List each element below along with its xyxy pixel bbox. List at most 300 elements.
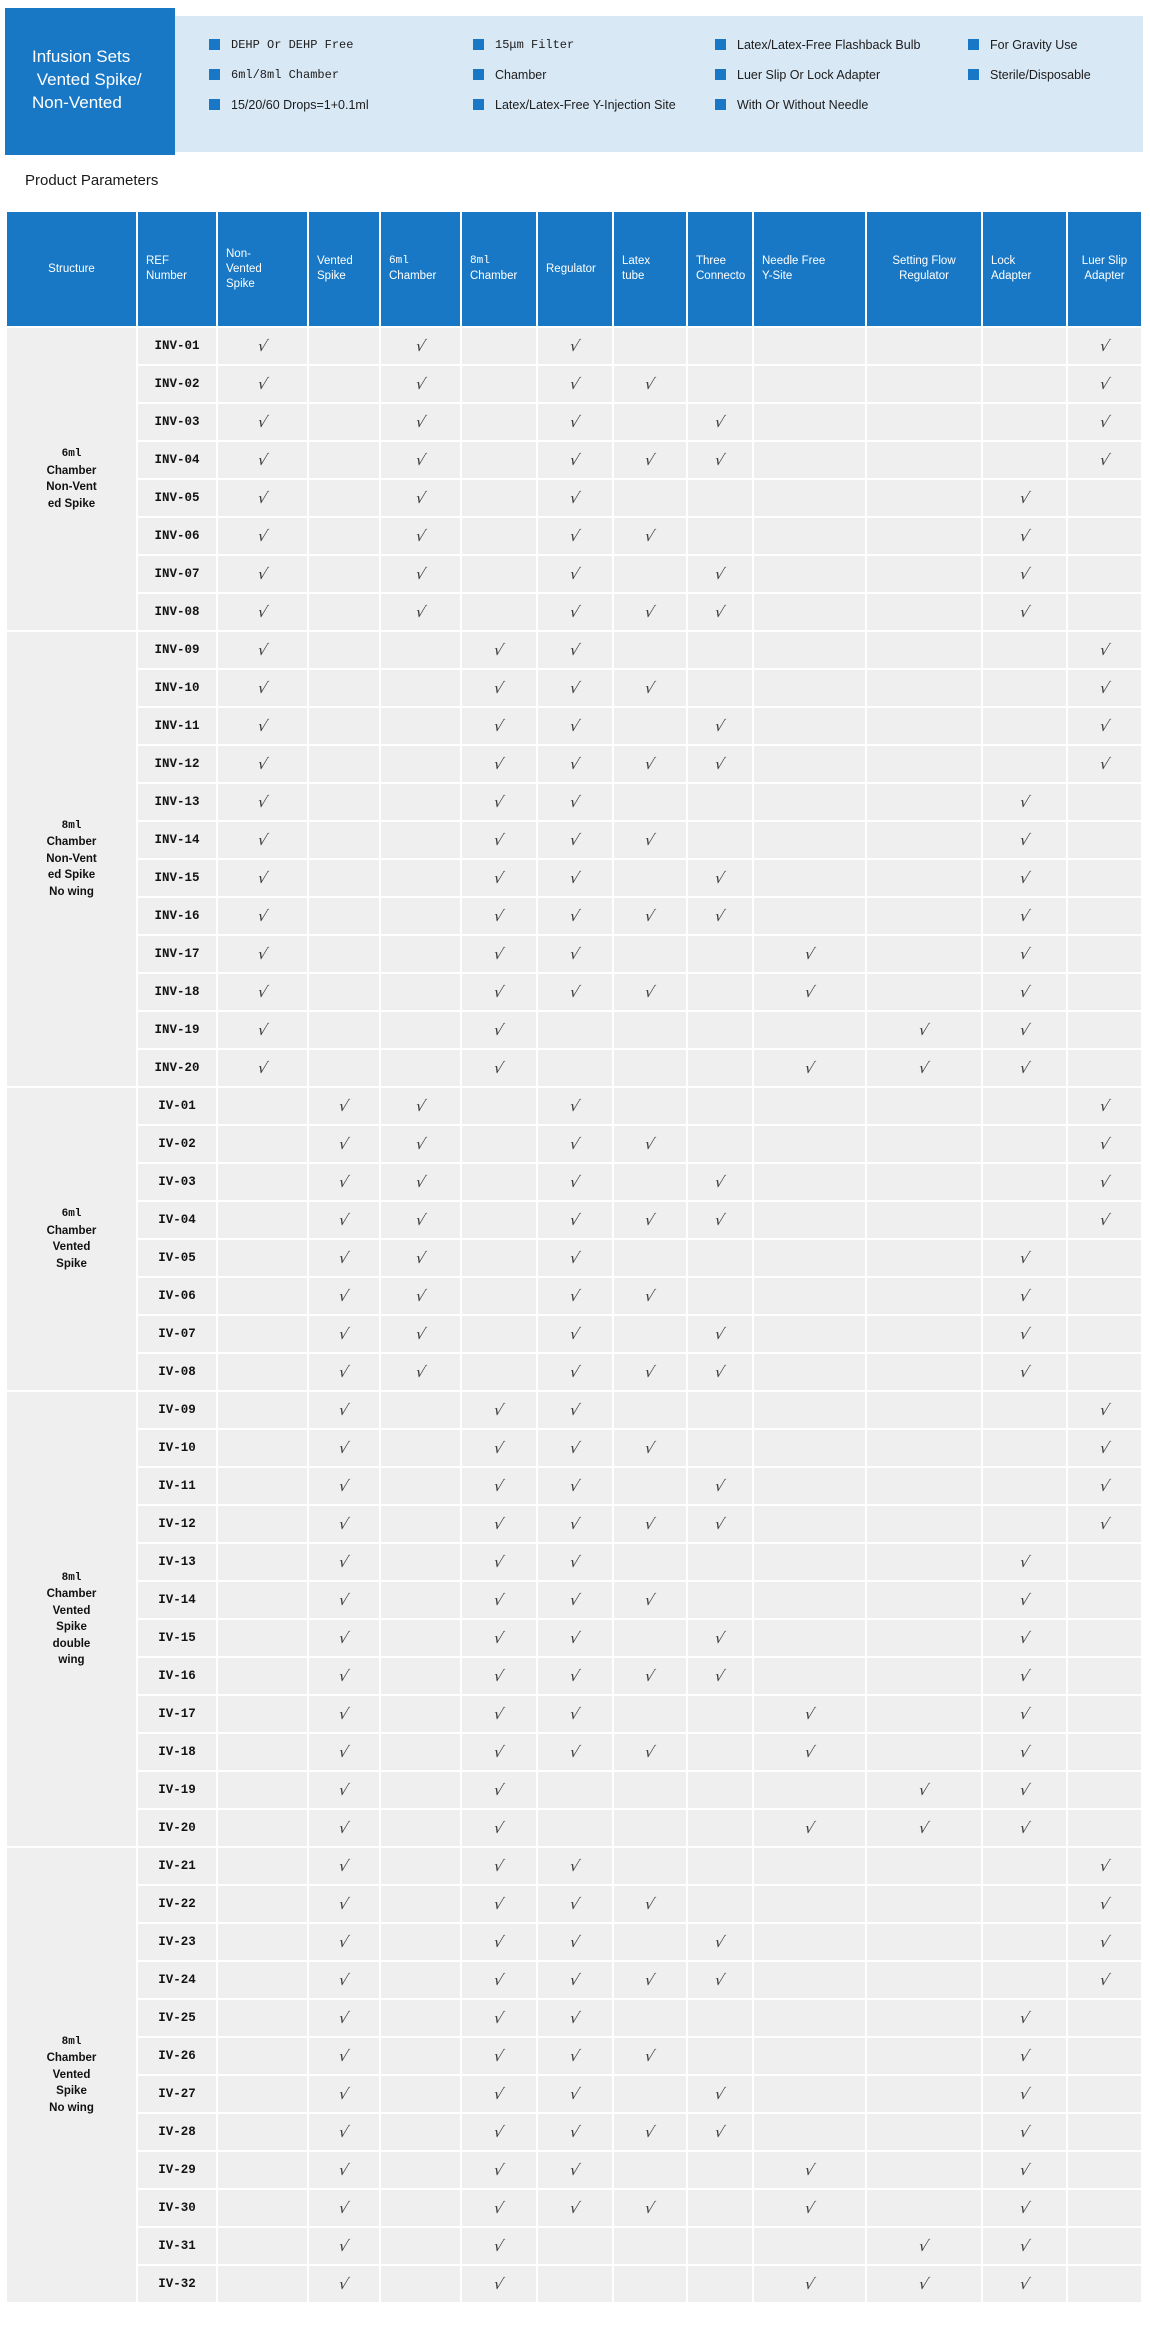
check-mark: √ [337, 1400, 351, 1419]
feature-label: Latex/Latex-Free Flashback Bulb [737, 37, 921, 52]
check-cell-three-connecto [688, 1012, 752, 1048]
check-mark: √ [1017, 906, 1032, 925]
check-cell-chamber-6ml [381, 1012, 460, 1048]
check-cell-luer-slip-adapter [1068, 556, 1141, 592]
check-mark: √ [568, 1476, 582, 1495]
check-mark: √ [1017, 1286, 1032, 1305]
check-cell-non-vented-spike [218, 1506, 307, 1542]
table-row [7, 1886, 1141, 1922]
check-cell-needle-free-y-site [754, 2076, 865, 2112]
table-row [7, 2152, 1141, 2188]
check-cell-luer-slip-adapter [1068, 1468, 1141, 1504]
check-cell-setting-flow-regulator [867, 1620, 981, 1656]
check-mark: √ [568, 678, 582, 697]
check-cell-non-vented-spike [218, 1164, 307, 1200]
check-cell-chamber-8ml [462, 518, 536, 554]
check-mark: √ [255, 564, 270, 583]
check-cell-setting-flow-regulator [867, 1126, 981, 1162]
check-mark: √ [492, 1780, 506, 1799]
check-cell-lock-adapter [983, 822, 1066, 858]
check-cell-lock-adapter [983, 1012, 1066, 1048]
check-mark: √ [492, 1058, 506, 1077]
check-cell-vented-spike [309, 2190, 379, 2226]
structure-line: Spike [56, 1621, 87, 1633]
check-cell-regulator [538, 1278, 612, 1314]
table-row [7, 746, 1141, 782]
check-cell-needle-free-y-site [754, 1126, 865, 1162]
feature-item [715, 36, 920, 53]
check-mark: √ [337, 1704, 351, 1723]
feature-label: Latex/Latex-Free Y-Injection Site [495, 97, 676, 112]
table-row [7, 1278, 1141, 1314]
check-mark: √ [1097, 1856, 1112, 1875]
table-row [7, 1202, 1141, 1238]
ref-cell: INV-16 [138, 898, 216, 934]
check-mark: √ [255, 336, 270, 355]
check-cell-needle-free-y-site [754, 1164, 865, 1200]
check-cell-regulator [538, 404, 612, 440]
check-cell-luer-slip-adapter [1068, 2152, 1141, 2188]
check-mark: √ [413, 1248, 428, 1267]
check-mark: √ [713, 1476, 727, 1495]
check-cell-chamber-6ml [381, 1848, 460, 1884]
check-cell-needle-free-y-site [754, 784, 865, 820]
product-title-line: Infusion Sets [32, 47, 131, 66]
check-cell-luer-slip-adapter [1068, 1354, 1141, 1390]
check-cell-chamber-6ml [381, 1658, 460, 1694]
check-mark: √ [568, 1932, 582, 1951]
structure-line: Vented [52, 1241, 91, 1253]
check-cell-luer-slip-adapter [1068, 1696, 1141, 1732]
check-cell-vented-spike [309, 2076, 379, 2112]
check-mark: √ [568, 1248, 582, 1267]
check-cell-luer-slip-adapter [1068, 1506, 1141, 1542]
bullet-square-icon [473, 39, 484, 50]
ref-cell: IV-10 [138, 1430, 216, 1466]
check-cell-luer-slip-adapter [1068, 1164, 1141, 1200]
check-cell-three-connecto [688, 1772, 752, 1808]
check-cell-chamber-8ml [462, 2000, 536, 2036]
check-cell-three-connecto [688, 366, 752, 402]
check-mark: √ [568, 868, 582, 887]
col-header-three-connecto [688, 212, 752, 326]
ref-cell: INV-10 [138, 670, 216, 706]
ref-cell: IV-20 [138, 1810, 216, 1846]
check-cell-chamber-8ml [462, 1544, 536, 1580]
check-mark: √ [643, 602, 657, 621]
check-cell-vented-spike [309, 366, 379, 402]
check-mark: √ [1017, 1248, 1032, 1267]
check-mark: √ [568, 1704, 582, 1723]
check-cell-three-connecto [688, 822, 752, 858]
check-cell-chamber-8ml [462, 1582, 536, 1618]
check-mark: √ [568, 2046, 582, 2065]
check-cell-vented-spike [309, 784, 379, 820]
check-cell-chamber-8ml [462, 898, 536, 934]
check-cell-three-connecto [688, 556, 752, 592]
check-cell-chamber-6ml [381, 1544, 460, 1580]
check-cell-chamber-8ml [462, 1050, 536, 1086]
check-cell-chamber-6ml [381, 860, 460, 896]
top-banner [0, 0, 1150, 165]
table-row [7, 1544, 1141, 1580]
check-cell-vented-spike [309, 328, 379, 364]
check-mark: √ [713, 716, 727, 735]
ref-cell: IV-03 [138, 1164, 216, 1200]
check-mark: √ [492, 1020, 506, 1039]
check-mark: √ [255, 678, 270, 697]
check-mark: √ [1097, 1134, 1112, 1153]
col-header-line: 8ml [470, 255, 490, 267]
check-mark: √ [1017, 526, 1032, 545]
check-cell-three-connecto [688, 2038, 752, 2074]
check-cell-non-vented-spike [218, 2000, 307, 2036]
col-header-line: Regulator [899, 270, 949, 282]
check-cell-chamber-6ml [381, 1354, 460, 1390]
check-cell-vented-spike [309, 632, 379, 668]
ref-cell: INV-17 [138, 936, 216, 972]
check-cell-lock-adapter [983, 1430, 1066, 1466]
structure-line: ed Spike [47, 869, 96, 882]
check-cell-non-vented-spike [218, 2038, 307, 2074]
check-cell-regulator [538, 1430, 612, 1466]
check-cell-latex-tube [614, 1848, 686, 1884]
check-cell-latex-tube [614, 1430, 686, 1466]
check-mark: √ [713, 450, 727, 469]
table-row [7, 1696, 1141, 1732]
check-mark: √ [643, 374, 657, 393]
check-cell-latex-tube [614, 1620, 686, 1656]
check-cell-luer-slip-adapter [1068, 2190, 1141, 2226]
table-row [7, 328, 1141, 364]
check-mark: √ [568, 1894, 582, 1913]
check-mark: √ [1017, 1742, 1032, 1761]
check-cell-three-connecto [688, 480, 752, 516]
structure-line: double [52, 1637, 91, 1650]
check-cell-regulator [538, 1620, 612, 1656]
check-mark: √ [568, 488, 582, 507]
check-cell-regulator [538, 2152, 612, 2188]
check-cell-needle-free-y-site [754, 708, 865, 744]
check-mark: √ [413, 564, 428, 583]
check-mark: √ [568, 2122, 582, 2141]
check-mark: √ [917, 1058, 931, 1077]
check-cell-non-vented-spike [218, 594, 307, 630]
feature-label: For Gravity Use [990, 37, 1078, 52]
check-cell-needle-free-y-site [754, 1848, 865, 1884]
check-cell-needle-free-y-site [754, 2114, 865, 2150]
check-cell-needle-free-y-site [754, 1354, 865, 1390]
ref-cell: INV-18 [138, 974, 216, 1010]
check-cell-setting-flow-regulator [867, 1886, 981, 1922]
check-mark: √ [1017, 2084, 1032, 2103]
check-mark: √ [413, 526, 428, 545]
check-cell-lock-adapter [983, 2228, 1066, 2264]
check-cell-regulator [538, 1924, 612, 1960]
check-mark: √ [1017, 1552, 1032, 1571]
table-row [7, 1316, 1141, 1352]
check-cell-needle-free-y-site [754, 1392, 865, 1428]
check-cell-luer-slip-adapter [1068, 1582, 1141, 1618]
check-cell-chamber-6ml [381, 442, 460, 478]
check-cell-chamber-8ml [462, 1278, 536, 1314]
ref-cell: INV-05 [138, 480, 216, 516]
check-mark: √ [255, 526, 270, 545]
check-cell-luer-slip-adapter [1068, 1012, 1141, 1048]
ref-cell: IV-16 [138, 1658, 216, 1694]
check-mark: √ [1097, 336, 1112, 355]
check-cell-non-vented-spike [218, 670, 307, 706]
check-cell-latex-tube [614, 404, 686, 440]
table-body [7, 328, 1141, 2302]
check-cell-vented-spike [309, 404, 379, 440]
feature-label: DEHP Or DEHP Free [231, 37, 354, 52]
check-mark: √ [337, 1248, 351, 1267]
check-cell-regulator [538, 2228, 612, 2264]
check-cell-vented-spike [309, 860, 379, 896]
check-cell-latex-tube [614, 1506, 686, 1542]
check-cell-regulator [538, 1050, 612, 1086]
check-cell-non-vented-spike [218, 632, 307, 668]
check-cell-vented-spike [309, 822, 379, 858]
check-cell-lock-adapter [983, 1544, 1066, 1580]
check-mark: √ [1097, 1172, 1112, 1191]
check-cell-non-vented-spike [218, 2114, 307, 2150]
feature-item [209, 36, 369, 53]
check-cell-non-vented-spike [218, 442, 307, 478]
check-cell-setting-flow-regulator [867, 2000, 981, 2036]
check-cell-lock-adapter [983, 1962, 1066, 1998]
check-mark: √ [413, 1134, 428, 1153]
check-cell-latex-tube [614, 1278, 686, 1314]
check-cell-lock-adapter [983, 1696, 1066, 1732]
check-cell-needle-free-y-site [754, 746, 865, 782]
check-cell-lock-adapter [983, 936, 1066, 972]
table-head [7, 212, 1141, 326]
check-cell-regulator [538, 784, 612, 820]
table-row [7, 1012, 1141, 1048]
check-cell-setting-flow-regulator [867, 1050, 981, 1086]
check-cell-vented-spike [309, 480, 379, 516]
check-cell-regulator [538, 2266, 612, 2302]
check-mark: √ [568, 754, 582, 773]
table-row [7, 2190, 1141, 2226]
check-cell-three-connecto [688, 1810, 752, 1846]
check-mark: √ [1017, 602, 1032, 621]
check-cell-chamber-8ml [462, 328, 536, 364]
structure-line: Chamber [46, 836, 97, 849]
check-cell-lock-adapter [983, 1316, 1066, 1352]
col-header-lock-adapter [983, 212, 1066, 326]
check-mark: √ [802, 1704, 817, 1723]
check-mark: √ [568, 1210, 582, 1229]
col-header-line: REF [146, 255, 169, 267]
check-cell-three-connecto [688, 1696, 752, 1732]
check-cell-regulator [538, 746, 612, 782]
table-row [7, 1582, 1141, 1618]
table-row [7, 1088, 1141, 1124]
check-mark: √ [713, 1970, 727, 1989]
check-mark: √ [643, 830, 657, 849]
ref-cell: INV-11 [138, 708, 216, 744]
check-cell-three-connecto [688, 1620, 752, 1656]
check-cell-three-connecto [688, 518, 752, 554]
check-cell-vented-spike [309, 2114, 379, 2150]
check-cell-non-vented-spike [218, 1050, 307, 1086]
check-cell-luer-slip-adapter [1068, 1924, 1141, 1960]
check-mark: √ [337, 1552, 351, 1571]
check-cell-non-vented-spike [218, 1620, 307, 1656]
check-mark: √ [568, 564, 582, 583]
feature-label: Sterile/Disposable [990, 67, 1091, 82]
col-header-structure [7, 212, 136, 326]
check-mark: √ [713, 2122, 727, 2141]
check-mark: √ [1017, 1780, 1032, 1799]
check-cell-lock-adapter [983, 442, 1066, 478]
structure-line: 6ml [61, 1208, 82, 1220]
check-cell-non-vented-spike [218, 1582, 307, 1618]
check-cell-latex-tube [614, 1658, 686, 1694]
check-cell-three-connecto [688, 1582, 752, 1618]
check-cell-setting-flow-regulator [867, 1848, 981, 1884]
check-cell-chamber-6ml [381, 2038, 460, 2074]
check-cell-needle-free-y-site [754, 556, 865, 592]
check-cell-three-connecto [688, 594, 752, 630]
structure-cell [7, 328, 136, 630]
check-mark: √ [413, 412, 428, 431]
col-header-line: Vented [317, 255, 353, 267]
check-cell-regulator [538, 1392, 612, 1428]
check-cell-luer-slip-adapter [1068, 1848, 1141, 1884]
check-cell-lock-adapter [983, 1582, 1066, 1618]
check-cell-luer-slip-adapter [1068, 1620, 1141, 1656]
check-cell-chamber-6ml [381, 1164, 460, 1200]
check-mark: √ [1017, 1818, 1032, 1837]
check-mark: √ [337, 2274, 351, 2293]
check-cell-latex-tube [614, 1544, 686, 1580]
check-cell-lock-adapter [983, 594, 1066, 630]
check-mark: √ [337, 2198, 351, 2217]
check-cell-non-vented-spike [218, 480, 307, 516]
check-cell-chamber-8ml [462, 1810, 536, 1846]
check-cell-setting-flow-regulator [867, 936, 981, 972]
table-row [7, 1848, 1141, 1884]
check-cell-latex-tube [614, 898, 686, 934]
check-mark: √ [713, 1210, 727, 1229]
check-cell-chamber-6ml [381, 366, 460, 402]
check-cell-latex-tube [614, 632, 686, 668]
check-mark: √ [1017, 792, 1032, 811]
check-cell-regulator [538, 2038, 612, 2074]
table-row [7, 1772, 1141, 1808]
check-cell-latex-tube [614, 1810, 686, 1846]
ref-cell: IV-18 [138, 1734, 216, 1770]
check-cell-chamber-8ml [462, 1734, 536, 1770]
table-row [7, 2266, 1141, 2302]
check-cell-lock-adapter [983, 328, 1066, 364]
structure-line: wing [58, 1654, 85, 1666]
check-cell-chamber-6ml [381, 404, 460, 440]
check-cell-chamber-8ml [462, 1468, 536, 1504]
check-cell-lock-adapter [983, 1772, 1066, 1808]
check-mark: √ [1017, 564, 1032, 583]
check-cell-regulator [538, 328, 612, 364]
check-mark: √ [568, 1590, 582, 1609]
check-cell-non-vented-spike [218, 2266, 307, 2302]
check-cell-setting-flow-regulator [867, 1772, 981, 1808]
check-cell-setting-flow-regulator [867, 1430, 981, 1466]
check-mark: √ [255, 488, 270, 507]
check-cell-three-connecto [688, 1392, 752, 1428]
check-mark: √ [713, 602, 727, 621]
check-mark: √ [337, 1172, 351, 1191]
check-cell-latex-tube [614, 2038, 686, 2074]
check-cell-chamber-8ml [462, 936, 536, 972]
check-cell-non-vented-spike [218, 1202, 307, 1238]
check-cell-luer-slip-adapter [1068, 1544, 1141, 1580]
check-cell-non-vented-spike [218, 822, 307, 858]
check-cell-vented-spike [309, 1012, 379, 1048]
check-cell-latex-tube [614, 2076, 686, 2112]
structure-line: Chamber [46, 1588, 97, 1600]
check-cell-three-connecto [688, 1848, 752, 1884]
check-mark: √ [643, 2046, 657, 2065]
check-mark: √ [802, 2160, 817, 2179]
product-title-line: Non-Vented [32, 93, 122, 112]
structure-cell [7, 632, 136, 1086]
check-cell-setting-flow-regulator [867, 974, 981, 1010]
check-cell-regulator [538, 860, 612, 896]
check-cell-luer-slip-adapter [1068, 2228, 1141, 2264]
check-cell-luer-slip-adapter [1068, 1658, 1141, 1694]
check-mark: √ [255, 868, 270, 887]
table-row [7, 1658, 1141, 1694]
check-mark: √ [255, 982, 270, 1001]
check-cell-needle-free-y-site [754, 1772, 865, 1808]
structure-line: Spike [56, 2085, 87, 2098]
check-cell-chamber-8ml [462, 404, 536, 440]
check-mark: √ [568, 1286, 582, 1305]
bullet-square-icon [715, 39, 726, 50]
check-mark: √ [643, 526, 657, 545]
check-cell-chamber-8ml [462, 1316, 536, 1352]
check-mark: √ [413, 602, 428, 621]
check-cell-needle-free-y-site [754, 1582, 865, 1618]
check-cell-lock-adapter [983, 1734, 1066, 1770]
check-cell-latex-tube [614, 2190, 686, 2226]
check-cell-regulator [538, 670, 612, 706]
feature-item [473, 66, 676, 83]
check-cell-luer-slip-adapter [1068, 860, 1141, 896]
check-cell-chamber-6ml [381, 1924, 460, 1960]
feature-column-1 [209, 36, 369, 126]
col-header-needle-free-y-site [754, 212, 865, 326]
check-mark: √ [492, 2160, 506, 2179]
check-cell-latex-tube [614, 556, 686, 592]
check-mark: √ [492, 716, 506, 735]
check-cell-chamber-6ml [381, 1202, 460, 1238]
check-cell-needle-free-y-site [754, 1810, 865, 1846]
ref-cell: INV-07 [138, 556, 216, 592]
check-mark: √ [1097, 450, 1112, 469]
check-mark: √ [1017, 2236, 1032, 2255]
check-cell-regulator [538, 442, 612, 478]
ref-cell: IV-13 [138, 1544, 216, 1580]
check-cell-three-connecto [688, 746, 752, 782]
check-cell-setting-flow-regulator [867, 1544, 981, 1580]
check-mark: √ [1017, 1666, 1032, 1685]
check-cell-needle-free-y-site [754, 1544, 865, 1580]
